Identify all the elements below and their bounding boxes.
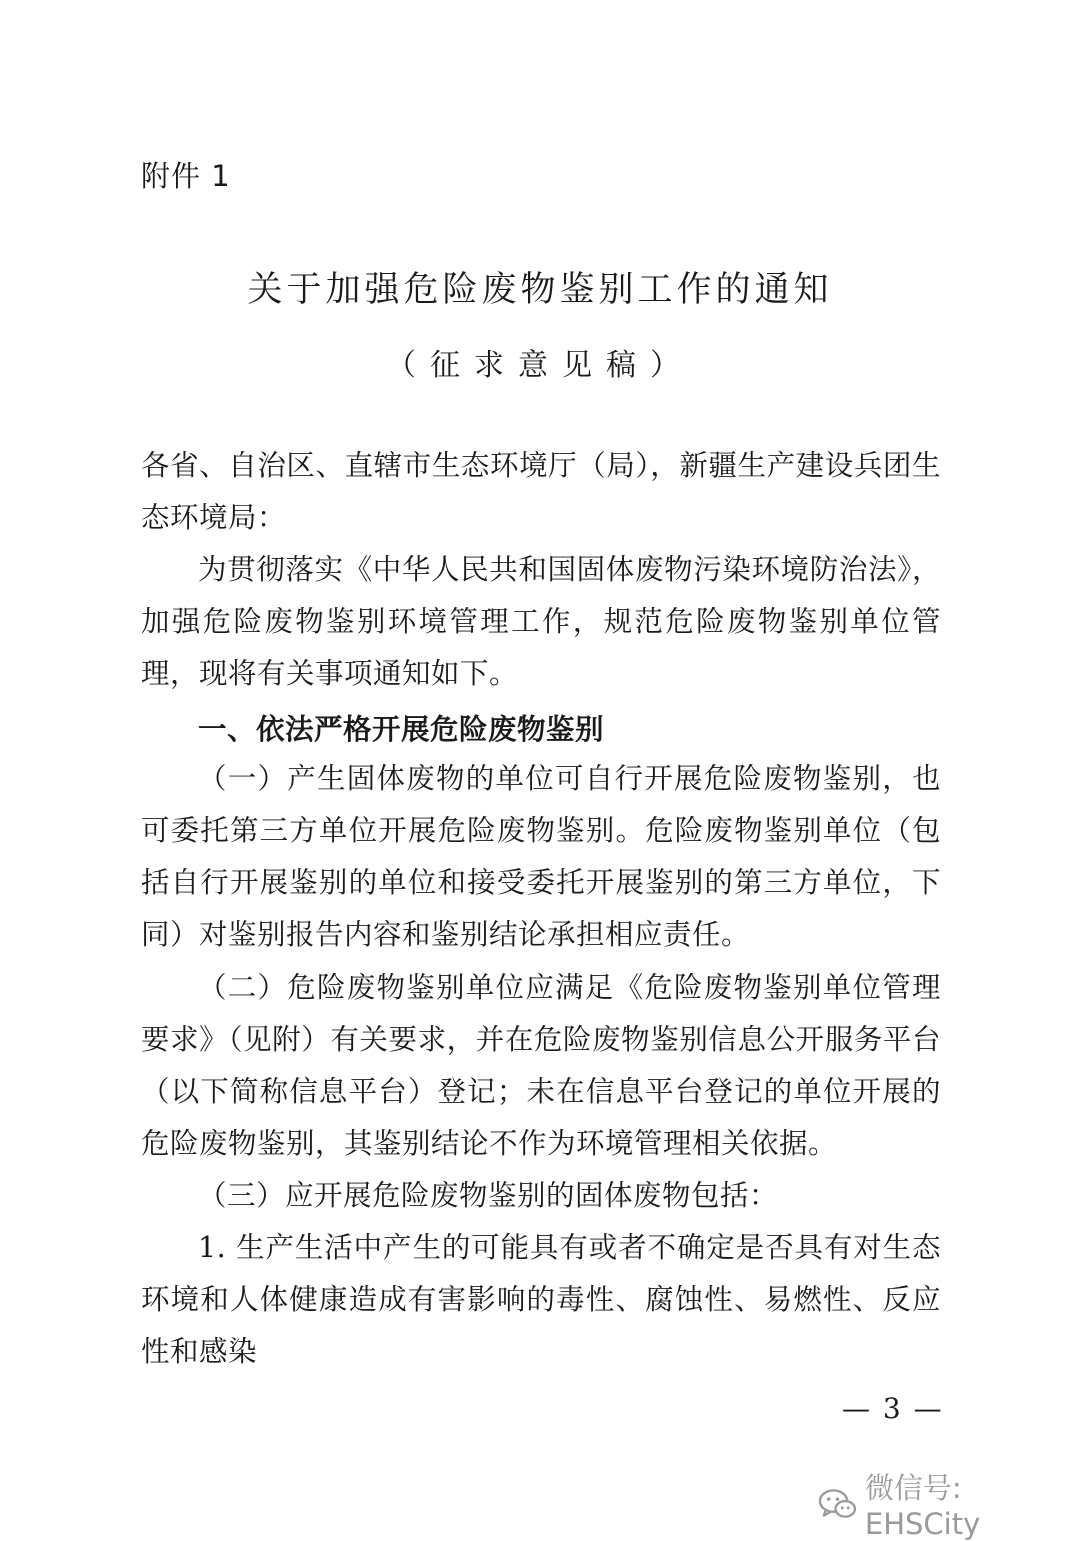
intro-paragraph: 为贯彻落实《中华人民共和国固体废物污染环境防治法》，加强危险废物鉴别环境管理工作，规范危险废物鉴别单位管理，现将有关事项通知如下。 [141,553,941,690]
document-subtitle: （征求意见稿） [386,348,694,383]
watermark-text: 微信号: EHSCity [864,1471,981,1541]
clause-2: （二）危险废物鉴别单位应满足《危险废物鉴别单位管理要求》（见附）有关要求，并在危险废物鉴别信息公开服务平台（以下简称信息平台）登记；未在信息平台登记的单位开展的危险废物鉴别，其鉴别结论不作为环境管理相关依据。 [141,971,941,1160]
attachment-label: 附件 1 [141,159,231,193]
clause-1: （一）产生固体废物的单位可自行开展危险废物鉴别，也可委托第三方单位开展危险废物鉴别。危险废物鉴别单位（包括自行开展鉴别的单位和接受委托开展鉴别的第三方单位，下同）对鉴别报告内容和鉴别结论承担相应责任。 [141,762,941,951]
salutation: 各省、自治区、直辖市生态环境厅（局），新疆生产建设兵团生态环境局： [141,449,941,534]
clause-3: （三）应开展危险废物鉴别的固体废物包括： [198,1179,779,1212]
watermark [818,1466,1080,1541]
section-heading: 一、依法严格开展危险废物鉴别 [198,713,605,746]
page-number: — 3 — [842,1392,944,1425]
wechat-icon [818,1487,857,1521]
document-title: 关于加强危险废物鉴别工作的通知 [247,270,833,310]
clause-3-item-1: 1. 生产生活中产生的可能具有或者不确定是否具有对生态环境和人体健康造成有害影响的毒性、腐蚀性、易燃性、反应性和感染 [141,1231,941,1368]
